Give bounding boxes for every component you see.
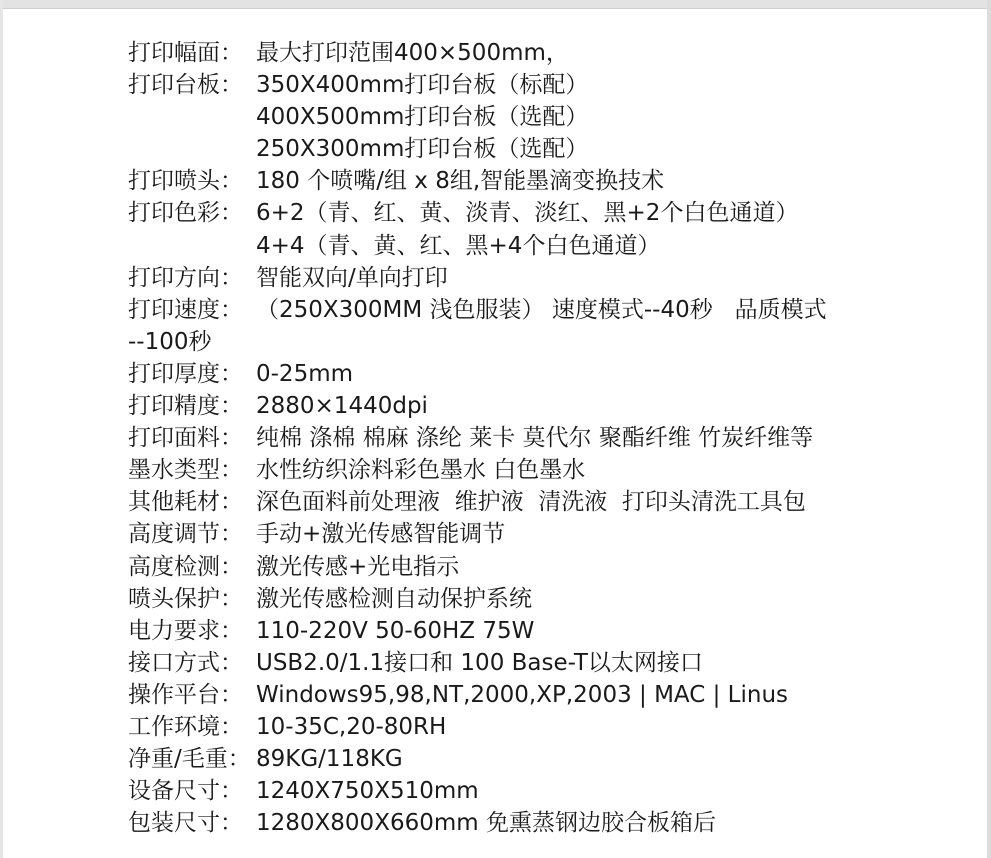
spec-line-package-size bbox=[128, 807, 918, 839]
spec-value: 180 个喷嘴/组 x 8组,智能墨滴变换技术 bbox=[256, 168, 665, 195]
spec-line-direction bbox=[128, 262, 918, 294]
spec-value: 激光传感+光电指示 bbox=[256, 553, 460, 580]
spec-list bbox=[128, 37, 918, 839]
spec-label: 操作平台： bbox=[128, 681, 243, 708]
spec-line-consumables bbox=[128, 486, 918, 518]
spec-value: 1280X800X660mm 免熏蒸钢边胶合板箱后 bbox=[256, 810, 716, 837]
spec-value: 最大打印范围400×500mm， bbox=[256, 40, 569, 66]
spec-value: 350X400mm打印台板（标配） bbox=[256, 72, 589, 99]
spec-label: 墨水类型： bbox=[128, 457, 243, 484]
spec-line-weight bbox=[128, 743, 918, 775]
spec-label: 工作环境： bbox=[128, 713, 243, 740]
spec-label: 电力要求： bbox=[128, 617, 243, 644]
spec-label: 打印幅面： bbox=[128, 40, 243, 66]
spec-label: 打印面料： bbox=[128, 425, 243, 452]
spec-label: 打印精度： bbox=[128, 393, 243, 420]
spec-value: 1240X750X510mm bbox=[256, 778, 479, 805]
spec-label: 打印厚度： bbox=[128, 360, 243, 387]
spec-value: Windows95,98,NT,2000,XP,2003 | MAC | Linus bbox=[256, 681, 789, 708]
spec-value: 手动+激光传感智能调节 bbox=[256, 521, 506, 548]
spec-value: 250X300mm打印台板（选配） bbox=[256, 136, 589, 163]
spec-value: 激光传感检测自动保护系统 bbox=[256, 585, 532, 612]
window-right-border bbox=[987, 0, 991, 858]
spec-value: 4+4（青、黄、红、黑+4个白色通道） bbox=[256, 232, 661, 259]
spec-line-height-detect bbox=[128, 551, 918, 583]
spec-value: 深色面料前处理液 维护液 清洗液 打印头清洗工具包 bbox=[256, 489, 806, 516]
spec-line-head-protect bbox=[128, 583, 918, 615]
spec-value: 2880×1440dpi bbox=[256, 393, 428, 420]
spec-label: 打印喷头： bbox=[128, 168, 243, 195]
spec-label: 其他耗材： bbox=[128, 489, 243, 516]
spec-line-ink-type bbox=[128, 454, 918, 486]
spec-label: 净重/毛重： bbox=[128, 746, 251, 773]
spec-label: 打印方向： bbox=[128, 264, 243, 291]
spec-label: 包装尺寸： bbox=[128, 810, 243, 837]
spec-line-resolution bbox=[128, 390, 918, 422]
spec-value: --100秒 bbox=[128, 328, 212, 355]
spec-line-print-area bbox=[128, 37, 918, 69]
spec-value: 0-25mm bbox=[256, 360, 354, 387]
spec-value: 智能双向/单向打印 bbox=[256, 264, 448, 291]
spec-value: 400X500mm打印台板（选配） bbox=[256, 104, 589, 131]
spec-line-colors-alt bbox=[128, 230, 918, 262]
spec-line-power bbox=[128, 615, 918, 647]
spec-label: 高度调节： bbox=[128, 521, 243, 548]
spec-line-platen-option-1 bbox=[128, 101, 918, 133]
window-left-border bbox=[0, 0, 3, 858]
spec-line-platen bbox=[128, 69, 918, 101]
spec-line-machine-size bbox=[128, 775, 918, 807]
spec-line-speed bbox=[128, 294, 918, 326]
spec-line-colors bbox=[128, 197, 918, 229]
spec-label: 接口方式： bbox=[128, 649, 243, 676]
spec-value: 89KG/118KG bbox=[256, 746, 403, 773]
spec-label: 设备尺寸： bbox=[128, 778, 243, 805]
spec-line-platform bbox=[128, 679, 918, 711]
spec-value: 110-220V 50-60HZ 75W bbox=[256, 617, 535, 644]
spec-line-platen-option-2 bbox=[128, 133, 918, 165]
window-top-border bbox=[0, 0, 991, 9]
spec-value: 10-35C,20-80RH bbox=[256, 713, 447, 740]
spec-value: 水性纺织涂料彩色墨水 白色墨水 bbox=[256, 457, 586, 484]
spec-line-environment bbox=[128, 711, 918, 743]
spec-line-speed-cont bbox=[128, 326, 918, 358]
spec-label: 高度检测： bbox=[128, 553, 243, 580]
spec-value: USB2.0/1.1接口和 100 Base-T以太网接口 bbox=[256, 649, 703, 676]
spec-label: 打印台板： bbox=[128, 72, 243, 99]
spec-label: 打印速度： bbox=[128, 296, 243, 323]
spec-line-height-adjust bbox=[128, 518, 918, 550]
spec-value: （250X300MM 浅色服装） 速度模式--40秒 品质模式 bbox=[256, 296, 827, 323]
spec-value: 6+2（青、红、黄、淡青、淡红、黑+2个白色通道） bbox=[256, 200, 799, 227]
spec-line-thickness bbox=[128, 358, 918, 390]
spec-value: 纯棉 涤棉 棉麻 涤纶 莱卡 莫代尔 聚酯纤维 竹炭纤维等 bbox=[256, 425, 814, 452]
spec-label: 打印色彩： bbox=[128, 200, 243, 227]
spec-label: 喷头保护： bbox=[128, 585, 243, 612]
spec-line-fabrics bbox=[128, 422, 918, 454]
spec-line-interface bbox=[128, 647, 918, 679]
spec-line-printhead bbox=[128, 165, 918, 197]
